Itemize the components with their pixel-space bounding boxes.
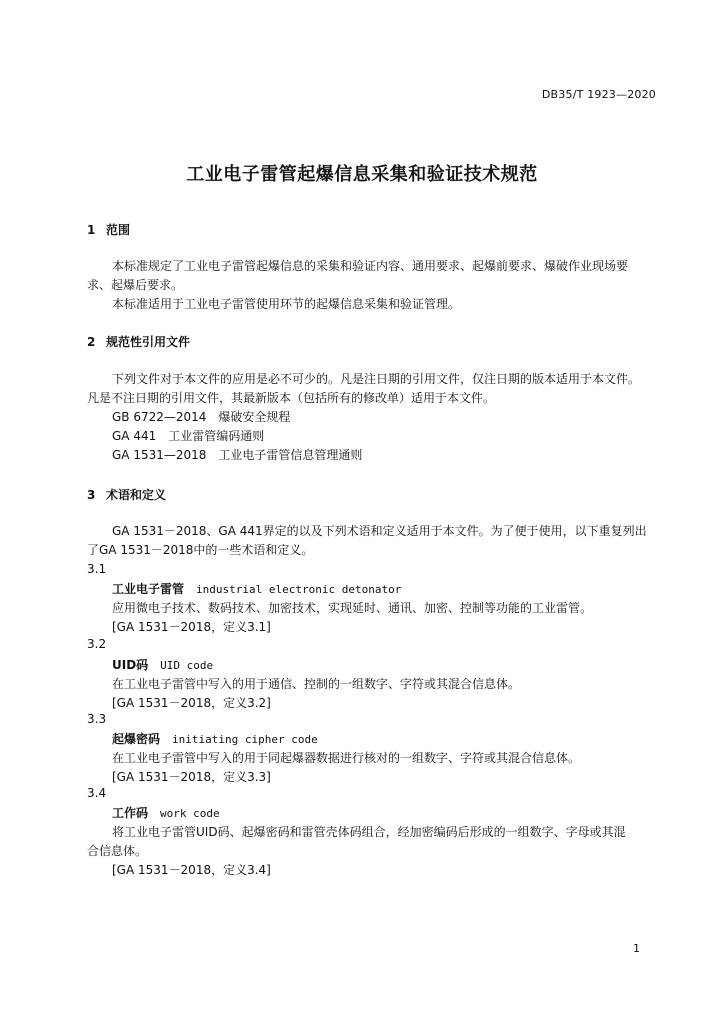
standard-code: DB35/T 1923—2020 <box>541 88 656 101</box>
paragraph-line: 本标准适用于工业电子雷管使用环节的起爆信息采集和验证管理。 <box>112 297 461 311</box>
term-source: [GA 1531－2018，定义3.2] <box>112 696 271 710</box>
section-title: 术语和定义 <box>106 488 167 502</box>
term-number: 3.4 <box>87 786 107 800</box>
term-chinese: 工作码 <box>112 806 149 820</box>
term-chinese: 工业电子雷管 <box>112 582 185 596</box>
page-number: 1 <box>633 942 640 955</box>
term-number: 3.3 <box>87 712 107 726</box>
term-number: 3.2 <box>87 637 107 651</box>
term-definition: 在工业电子雷管中写入的用于同起爆器数据进行核对的一组数字、字符或其混合信息体。 <box>112 751 581 765</box>
term-number: 3.1 <box>87 562 107 576</box>
paragraph-line: 凡是不注日期的引用文件，其最新版本（包括所有的修改单）适用于本文件。 <box>87 391 496 405</box>
paragraph-line: GA 1531－2018、GA 441界定的以及下列术语和定义适用于本文件。为了便于使用，以下重复列出 <box>112 524 647 538</box>
reference-item: GA 441 工业雷管编码通则 <box>112 429 265 443</box>
term-english: initiating cipher code <box>172 733 318 746</box>
term-definition: 应用微电子技术、数码技术、加密技术，实现延时、通讯、加密、控制等功能的工业雷管。 <box>112 601 593 615</box>
section-number: 2 <box>87 335 96 349</box>
term-chinese: UID码 <box>112 658 149 672</box>
paragraph-line: 下列文件对于本文件的应用是必不可少的。凡是注日期的引用文件，仅注日期的版本适用于本文件。 <box>112 372 641 386</box>
paragraph-line: 了GA 1531－2018中的一些术语和定义。 <box>87 543 314 557</box>
section-1-heading <box>87 221 130 238</box>
section-3-heading <box>87 486 166 503</box>
section-2-heading <box>87 333 190 350</box>
term-english: industrial electronic detonator <box>196 583 402 596</box>
term-source: [GA 1531－2018，定义3.1] <box>112 620 271 634</box>
section-title: 规范性引用文件 <box>106 335 191 349</box>
term-english: UID code <box>160 659 214 672</box>
term-entry <box>112 580 401 597</box>
term-english: work code <box>160 807 220 820</box>
term-definition-continued: 合信息体。 <box>87 844 148 858</box>
paragraph-line: 本标准规定了工业电子雷管起爆信息的采集和验证内容、通用要求、起爆前要求、爆破作业现场要 <box>112 259 629 273</box>
term-source: [GA 1531－2018，定义3.4] <box>112 863 271 877</box>
document-title: 工业电子雷管起爆信息采集和验证技术规范 <box>186 164 538 185</box>
paragraph-line: 求、起爆后要求。 <box>87 278 184 292</box>
term-chinese: 起爆密码 <box>112 732 161 746</box>
term-entry <box>112 730 318 747</box>
section-number: 3 <box>87 488 96 502</box>
section-number: 1 <box>87 223 96 237</box>
term-definition: 将工业电子雷管UID码、起爆密码和雷管壳体码组合，经加密编码后形成的一组数字、字母或其混 <box>112 825 626 839</box>
term-source: [GA 1531－2018，定义3.3] <box>112 770 271 784</box>
term-entry <box>112 804 220 821</box>
section-title: 范围 <box>106 223 131 237</box>
term-entry <box>112 656 213 673</box>
term-definition: 在工业电子雷管中写入的用于通信、控制的一组数字、字符或其混合信息体。 <box>112 677 521 691</box>
reference-item: GB 6722—2014 爆破安全规程 <box>112 410 291 424</box>
reference-item: GA 1531—2018 工业电子雷管信息管理通则 <box>112 448 363 462</box>
